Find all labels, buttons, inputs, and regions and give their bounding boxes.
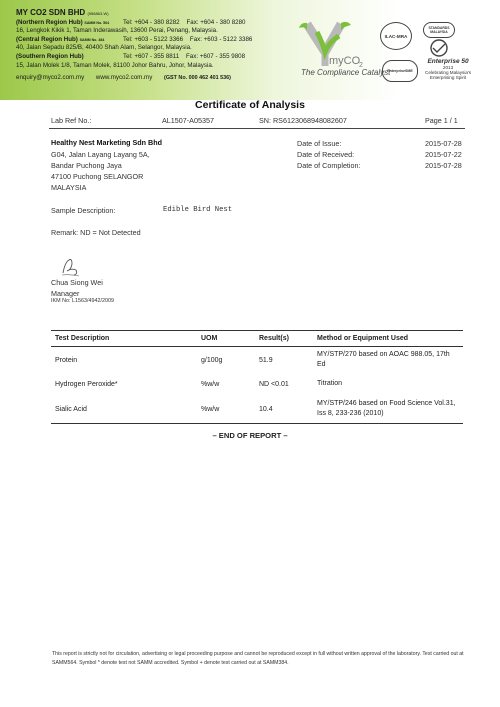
results-table	[51, 330, 463, 424]
uom: g/100g	[201, 356, 223, 364]
myco2-logo	[295, 18, 391, 90]
result: ND <0.01	[259, 380, 289, 388]
lab-ref-label: Lab Ref No.:	[51, 116, 92, 125]
logo-brand-text: myCO	[329, 55, 361, 67]
client-address-line-3: 47100 Puchong SELANGOR	[51, 172, 144, 181]
client-name: Healthy Nest Marketing Sdn Bhd	[51, 138, 163, 147]
uom: %w/w	[197, 395, 255, 424]
contact-line	[16, 74, 241, 83]
website-link[interactable]: www.myco2.com.my	[95, 74, 153, 82]
signatory-ikm: IKM No: L1563/4942/2009	[51, 298, 114, 304]
signatory-name: Chua Siong Wei	[51, 278, 103, 287]
table-row	[51, 347, 463, 374]
header-divider	[49, 128, 465, 129]
central-address: 40, Jalan Sepadu 825/B, 40400 Shah Alam, Selangor, Malaysia.	[16, 44, 192, 52]
standards-malaysia-badge: STANDARDS MALAYSIA	[423, 22, 455, 59]
logo-brand-sub: 2	[359, 62, 363, 69]
logo-tagline: The Compliance Catalyst	[301, 68, 391, 77]
sample-description-label: Sample Description:	[51, 206, 116, 215]
table-row	[51, 395, 463, 424]
result: 51.9	[259, 356, 273, 364]
table-header-row	[51, 331, 463, 347]
date-received: 2015-07-22	[425, 150, 462, 159]
page-title: Certificate of Analysis	[195, 99, 305, 111]
serial-number: SN: RS6123068948082607	[259, 116, 347, 125]
method: Titration	[317, 380, 343, 388]
enterprise-sme-badge: EnterpriseSME	[382, 60, 418, 82]
test-description: Protein	[55, 356, 78, 364]
remark: Remark: ND = Not Detected	[51, 228, 141, 237]
central-phone: Tel: +603 - 5122 3366 Fax: +603 - 5122 3386	[123, 35, 253, 43]
column-header-uom: UOM	[197, 331, 255, 347]
company-details: MY CO2 SDN BHD (956863-W) (Northern Region Hub) SAMM No. 564 Tel: +604 - 380 8282 Fax: +604 - 380 8280 16, Lengkok Kikik 1, Taman Inderawasih, 13600 Perai, Penang, Malaysia. (Central Region Hub) SAMM No. 384 Tel: +603 - 5122 3366 Fax: +603 - 5122 3386 40, Jalan Sepadu 825/B, 40400 Shah Alam, Selangor, Malaysia. (Southern Region Hub) Tel: +607 - 355 8811 Fax: +607 - 355 9808 15, Jalan Molek 1/8, Taman Molek, 81100 Johor Bahru, Johor, Malaysia. enquiry@myco2.com.my www.myco2.com.my (GST No. 000 462 401 536)	[16, 8, 253, 82]
column-header-test: Test Description	[51, 331, 197, 347]
date-completion: 2015-07-28	[425, 161, 462, 170]
client-address-line-1: G04, Jalan Layang Layang 5A,	[51, 150, 150, 159]
test-description: Hydrogen Peroxide*	[55, 380, 118, 388]
date-of-issue: 2015-07-28	[425, 139, 462, 148]
southern-phone: Tel: +607 - 355 8811 Fax: +607 - 355 9808	[123, 52, 246, 60]
southern-address: 15, Jalan Molek 1/8, Taman Molek, 81100 Johor Bahru, Johor, Malaysia.	[16, 61, 214, 69]
northern-phone: Tel: +604 - 380 8282 Fax: +604 - 380 8280	[123, 18, 246, 26]
signature-icon	[60, 256, 82, 278]
leaf-check-icon	[295, 18, 380, 70]
method: MY/STP/246 based on Food Science Vol.31, Iss 8, 233-236 (2010)	[313, 395, 463, 424]
lab-ref-value: AL1507-A05357	[162, 116, 214, 125]
uom: %w/w	[201, 380, 220, 388]
northern-address: 16, Lengkok Kikik 1, Taman Inderawasih, 13600 Perai, Penang, Malaysia.	[16, 27, 218, 35]
end-of-report: – END OF REPORT –	[212, 431, 288, 440]
signatory-title: Manager	[51, 289, 80, 298]
method: MY/STP/270 based on AOAC 988.05, 17th Ed	[317, 351, 450, 368]
company-name: MY CO2 SDN BHD (956863-W)	[16, 8, 109, 17]
table-row	[51, 373, 463, 395]
client-address-line-4: MALAYSIA	[51, 183, 87, 192]
footer-disclaimer: This report is strictly not for circulation, advertising or legal proceeding purpose and cannot be reproduced except in full without written approval of the laboratory. Test carried out at SAMM564. Symbol * denote test not SAMM accredited. Symbol + denote test carried out at SAMM384.	[52, 651, 464, 666]
column-header-method: Method or Equipment Used	[313, 331, 463, 347]
gst-number: (GST No. 000 462 401 536)	[164, 75, 231, 82]
date-of-issue-label: Date of Issue:	[297, 139, 342, 148]
result: 10.4	[255, 395, 313, 424]
client-address-line-2: Bandar Puchong Jaya	[51, 161, 122, 170]
column-header-result: Result(s)	[255, 331, 313, 347]
page-number: Page 1 / 1	[425, 116, 458, 125]
test-description: Sialic Acid	[51, 395, 197, 424]
date-received-label: Date of Received:	[297, 150, 355, 159]
accreditation-logo-icon	[424, 38, 454, 58]
sample-description: Edible Bird Nest	[163, 206, 233, 214]
date-completion-label: Date of Completion:	[297, 161, 361, 170]
email-link[interactable]: enquiry@myco2.com.my	[16, 74, 85, 82]
enterprise-50-badge: Enterprise 50 2013 Celebrating Malaysia's Enterprising Spirit	[425, 58, 472, 80]
ilac-mra-badge: ILAC-MRA	[380, 22, 412, 50]
